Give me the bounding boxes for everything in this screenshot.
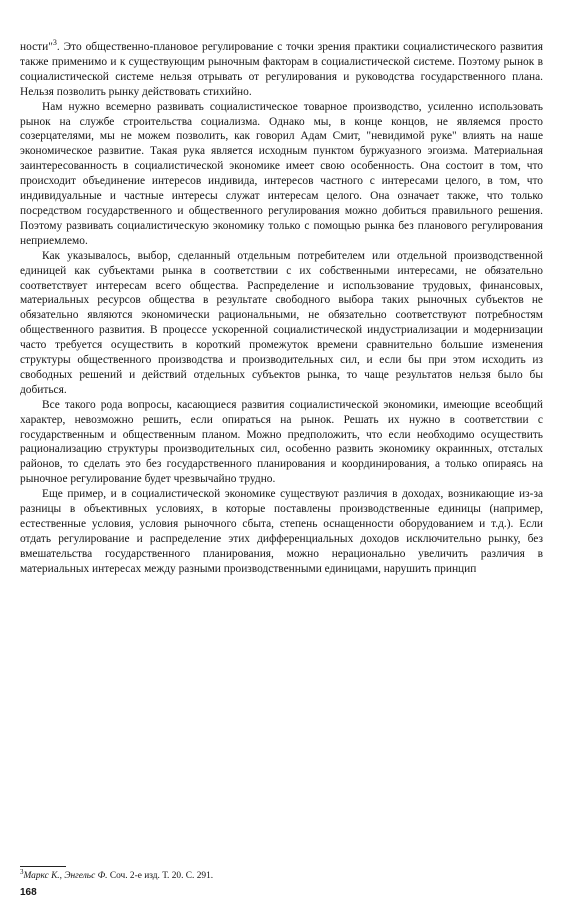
- footnote-citation: Соч. 2-е изд. Т. 20. С. 291.: [107, 871, 214, 881]
- footnote: [20, 867, 543, 882]
- paragraph-3: Как указывалось, выбор, сделанный отдельным потребителем или отдельной производственной единицей как субъектами рынка в соответствии с их собственными интересами, не обязательно соответствует интересам всего общества. Распределение и использование трудовых, финансовых, материальных ресурсов общества в результате свободного выбора таких рыночных субъектов не обязательно являются экономически рациональными, не обязательно соответствуют потребностям общественного развития. В процессе ускоренной социалистической индустриализации и модернизации часто требуется осуществить в короткий промежуток времени сравнительно большие изменения структуры общественного производства и производительных сил, и если бы при этом исходить из свободных решений и действий отдельных субъектов рынка, то чаще результатов нельзя было бы добиться.: [20, 249, 543, 396]
- paragraph-4: Все такого рода вопросы, касающиеся развития социалистической экономики, имеющие всеобщий характер, невозможно решить, если опираться на рынок. Решать их нужно в соответствии с государственным и общественным планом. Можно предположить, что если необходимо осуществить рационализацию структуры производительных сил, особенно развить экономику окраинных, отсталых районов, то сделать это без государственного планирования и координирования, а только опираясь на рыночное регулирование будет чрезвычайно трудно.: [20, 398, 543, 486]
- footnote-divider: [20, 866, 66, 867]
- paragraph-2: Нам нужно всемерно развивать социалистическое товарное производство, усиленно использовать рынок на службе строительства социализма. Однако мы, в конце концов, не являемся просто созерцателями, мы не можем позволить, как говорил Адам Смит, "невидимой руке" влиять на наше экономическое развитие. Такая рука является исходным пунктом буржуазного эгоизма. Материальная заинтересованность в социалистической экономике имеет свою особенность. Она состоит в том, что происходит объединение интересов индивида, интересов частного с интересами целого, в том, что индивидуальные и частные интересы служат интересам целого. Она означает также, что только посредством государственного и общественного регулирования можно добиться правильного решения. Поэтому развивать социалистическую экономику только с помощью рынка без планового регулирования неприемлемо.: [20, 100, 543, 247]
- footnote-reference: 3: [52, 38, 57, 48]
- paragraph-5: Еще пример, и в социалистической экономике существуют различия в доходах, возникающие из-за разницы в объективных условиях, в которые поставлены производственные единицы (например, естественные условия, условия рыночного сбыта, степень оснащенности оборудованием и т.д.). Если отдать регулирование и распределение этих дифференциальных доходов исключительно рынку, без вмешательства государственного планирования, можно нерационально увеличить различия в материальных интересах между разными производственными единицами, нарушить принцип: [20, 488, 543, 575]
- page-number: 168: [20, 887, 37, 898]
- paragraph-1-start: ности": [20, 41, 53, 53]
- footnote-authors: Маркс К., Энгельс Ф.: [23, 871, 108, 881]
- paragraph-1-rest: . Это общественно-плановое регулирование с точки зрения практики социалистического развития также применимо и к существующим рыночным факторам в социалистической системе. Поэтому рынок в социалистической системе нельзя отрывать от регулирования и руководства государственного плана. Нельзя позволить рынку действовать стихийно.: [20, 41, 543, 98]
- footnote-marker: 3: [20, 867, 24, 876]
- paragraph-1: [20, 40, 543, 100]
- main-text: [20, 40, 543, 577]
